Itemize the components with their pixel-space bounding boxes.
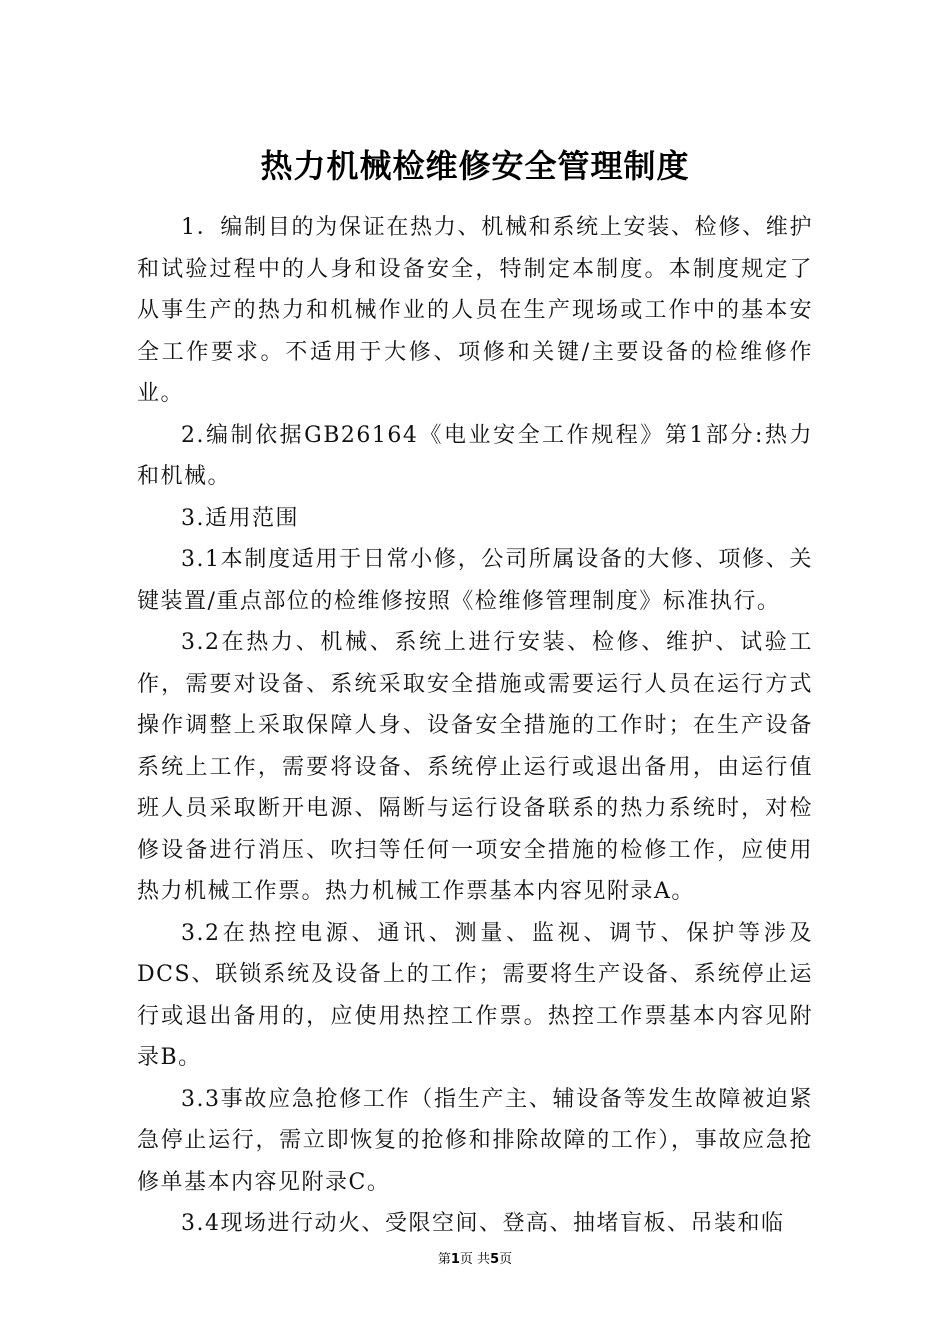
- paragraph-scope-3-3: 3.3事故应急抢修工作（指生产主、辅设备等发生故障被迫紧急停止运行，需立即恢复的抢修和排除故障的工作），事故应急抢修单基本内容见附录C。: [137, 1086, 813, 1195]
- paragraph-basis: 2.编制依据GB26164《电业安全工作规程》第1部分:热力和机械。: [137, 422, 813, 489]
- paragraph-scope-3-1: 3.1本制度适用于日常小修，公司所属设备的大修、项修、关键装置/重点部位的检维修按照《检维修管理制度》标准执行。: [137, 547, 813, 614]
- paragraph-purpose: 1．编制目的为保证在热力、机械和系统上安装、检修、维护和试验过程中的人身和设备安全，特制定本制度。本制度规定了从事生产的热力和机械作业的人员在生产现场或工作中的基本安全工作要求。不适用于大修、项修和关键/主要设备的检维修作业。: [137, 215, 813, 406]
- paragraph-scope-3-2b: 3.2在热控电源、通讯、测量、监视、调节、保护等涉及DCS、联锁系统及设备上的工作；需要将生产设备、系统停止运行或退出备用的，应使用热控工作票。热控工作票基本内容见附录B。: [137, 920, 813, 1070]
- footer-page-number: 1: [450, 1252, 460, 1267]
- paragraph-scope-heading: 3.适用范围: [181, 505, 299, 531]
- footer-suffix: 页: [499, 1252, 513, 1267]
- footer-middle: 页 共: [459, 1252, 491, 1267]
- page-footer: [0, 1250, 950, 1270]
- footer-total-pages: 5: [490, 1252, 500, 1267]
- paragraph-scope-3-2a: 3.2在热力、机械、系统上进行安装、检修、维护、试验工作，需要对设备、系统采取安全措施或需要运行人员在运行方式操作调整上采取保障人身、设备安全措施的工作时；在生产设备系统上工作，需要将设备、系统停止运行或退出备用，由运行值班人员采取断开电源、隔断与运行设备联系的热力系统时，对检修设备进行消压、吹扫等任何一项安全措施的检修工作，应使用热力机械工作票。热力机械工作票基本内容见附录A。: [137, 630, 813, 904]
- document-title: 热力机械检维修安全管理制度: [260, 147, 690, 185]
- paragraph-scope-3-4: 3.4现场进行动火、受限空间、登高、抽堵盲板、吊装和临: [181, 1211, 785, 1236]
- document-body: [137, 207, 813, 1245]
- footer-prefix: 第: [437, 1252, 451, 1267]
